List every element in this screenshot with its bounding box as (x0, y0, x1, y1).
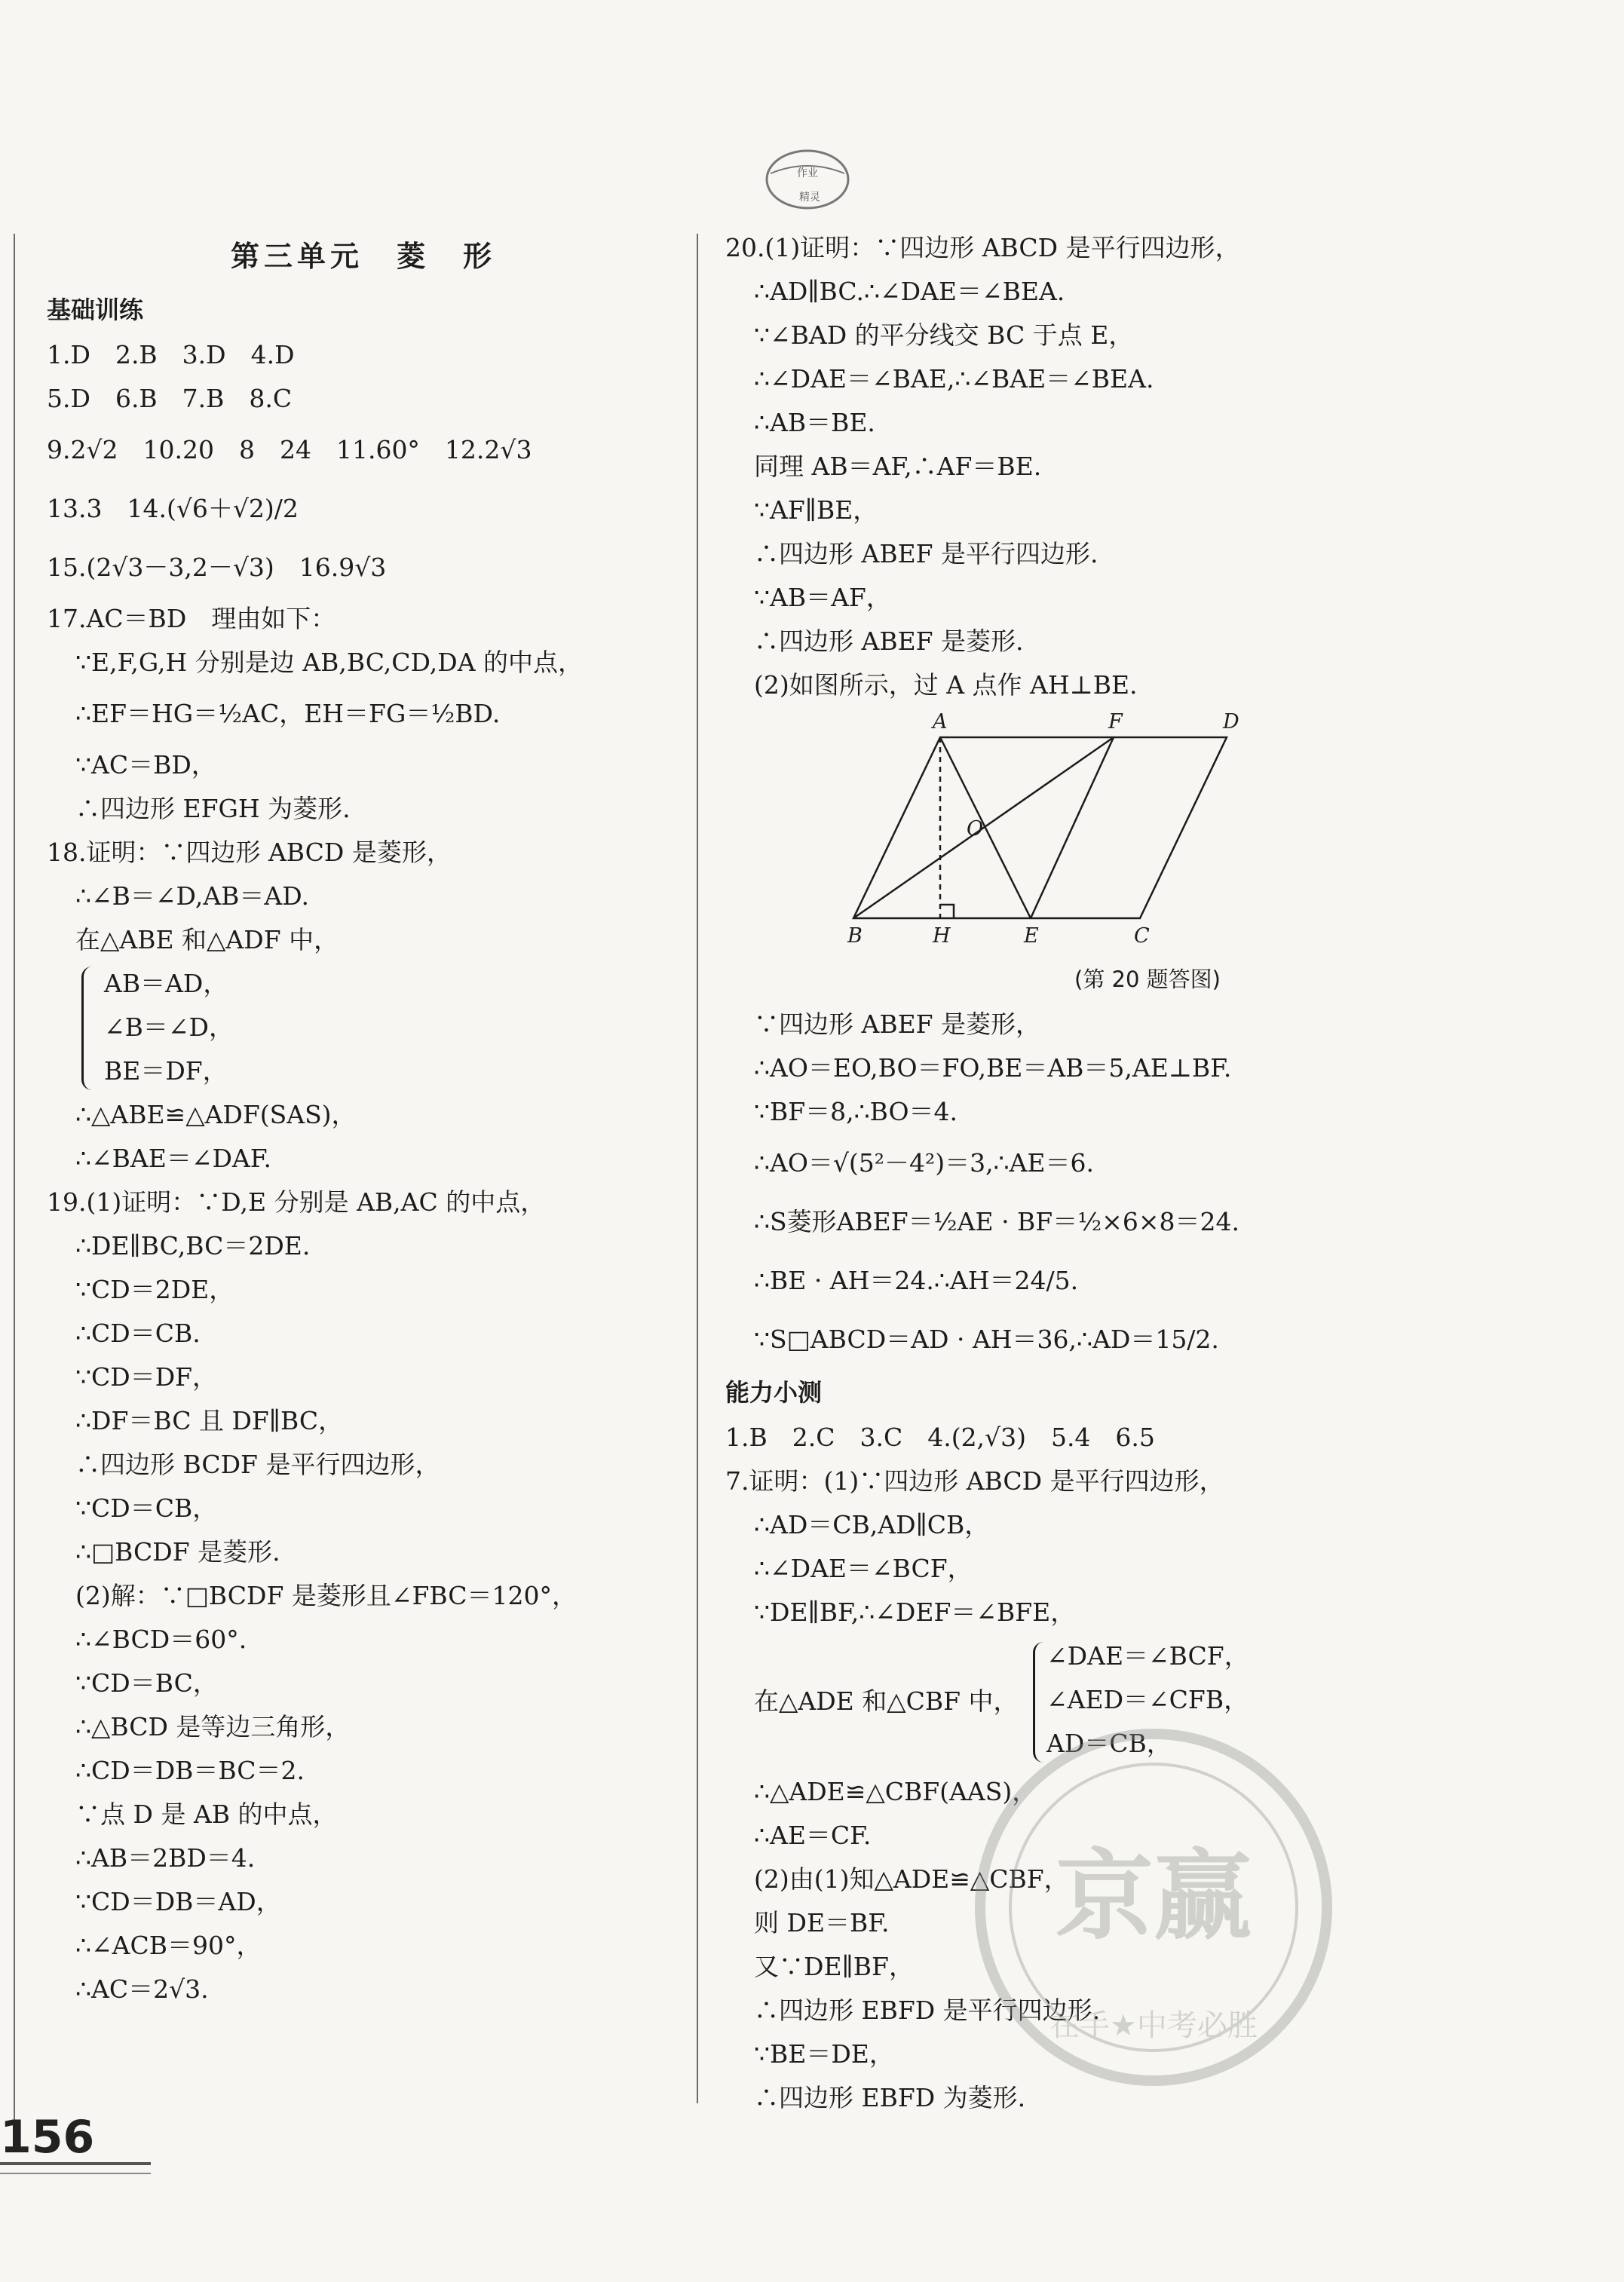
q20-line: ∵AF∥BE， (754, 495, 878, 525)
q7-line: ∴∠DAE＝∠BCF， (754, 1554, 973, 1583)
q20-line: ∵四边形 ABEF 是菱形， (754, 1009, 1041, 1039)
section-basic-training: 基础训练 (47, 296, 144, 324)
q20-line: ∴∠DAE＝∠BAE,∴∠BAE＝∠BEA. (754, 364, 1154, 394)
q20-line: ∴四边形 ABEF 是平行四边形. (754, 539, 1098, 568)
q20-line: ∴S菱形ABEF＝½AE · BF＝½×6×8＝24. (754, 1207, 1239, 1236)
q18-line: ∴∠B＝∠D,AB＝AD. (75, 881, 310, 911)
q19-line: ∴DF＝BC 且 DF∥BC， (75, 1406, 344, 1435)
q7-line: ∴AD＝CB,AD∥CB， (754, 1510, 990, 1539)
brace-row: ∠DAE＝∠BCF， (1046, 1641, 1249, 1671)
q20-line: ∴AO＝√(5²－4²)＝3,∴AE＝6. (754, 1148, 1094, 1178)
segment-fe (1031, 737, 1114, 918)
q19-line: ∴∠BCD＝60°. (75, 1625, 247, 1654)
q19-line: ∴∠ACB＝90°， (75, 1931, 262, 1960)
q7-line: ∵DE∥BF,∴∠DEF＝∠BFE， (754, 1597, 1076, 1627)
brace-row: AB＝AD， (104, 969, 228, 998)
q19-line: ∴CD＝DB＝BC＝2. (75, 1756, 305, 1785)
homework-spirit-stamp (763, 143, 852, 216)
brace-row: BE＝DF， (104, 1056, 228, 1086)
q19-line: ∵CD＝CB， (75, 1493, 218, 1523)
q20-line: ∴AB＝BE. (754, 408, 875, 437)
q19-line: ∴AB＝2BD＝4. (75, 1843, 256, 1873)
q20-line: ∴AO＝EO,BO＝FO,BE＝AB＝5,AE⊥BF. (754, 1053, 1232, 1083)
q7-line: (2)由(1)知△ADE≌△CBF， (754, 1864, 1069, 1894)
q19-line: ∴DE∥BC,BC＝2DE. (75, 1231, 311, 1260)
q7-line: ∵BE＝DE， (754, 2039, 894, 2069)
q7-line: ∴AE＝CF. (754, 1821, 872, 1850)
q20-line: ∴BE · AH＝24.∴AH＝24/5. (754, 1266, 1079, 1295)
label-b: B (847, 924, 863, 948)
q20-line: 同理 AB＝AF,∴AF＝BE. (754, 452, 1042, 481)
page-number: 156 (0, 2111, 95, 2164)
q19-line: ∴△BCD 是等边三角形， (75, 1712, 351, 1741)
q7-line: ∴四边形 EBFD 为菱形. (754, 2083, 1026, 2112)
q19-line: ∵CD＝DF， (75, 1362, 218, 1392)
q7-line: ∴△ADE≌△CBF(AAS)， (754, 1777, 1037, 1806)
publisher-watermark-seal (973, 1726, 1334, 2088)
answer-line: 13.3 14.(√6＋√2)/2 (47, 494, 299, 523)
q19-line: ∴□BCDF 是菱形. (75, 1537, 280, 1567)
answer-line: 15.(2√3－3,2－√3) 16.9√3 (47, 553, 387, 582)
q19-line: ∴CD＝CB. (75, 1319, 201, 1348)
q19-line: ∴AC＝2√3. (75, 1974, 209, 2004)
q20-line: ∵AB＝AF， (754, 583, 891, 612)
label-o: O (967, 817, 984, 841)
q17-line: ∴四边形 EFGH 为菱形. (75, 794, 351, 823)
q19-line: ∴四边形 BCDF 是平行四边形， (75, 1450, 440, 1479)
figure-caption: (第 20 题答图) (1074, 966, 1221, 992)
q20-line: ∴AD∥BC.∴∠DAE＝∠BEA. (754, 277, 1065, 306)
watermark-motto: 在手★中考必胜 (1049, 2008, 1258, 2043)
q18-line: ∴△ABE≌△ADF(SAS)， (75, 1100, 357, 1129)
label-h: H (933, 924, 951, 948)
brace-row: ∠AED＝∠CFB， (1046, 1685, 1249, 1714)
column-divider (697, 234, 698, 2103)
q20-line: ∵BF＝8,∴BO＝4. (754, 1097, 958, 1126)
watermark-logo-text: 京赢 (1055, 1839, 1252, 1953)
q7-line: 又∵DE∥BF， (754, 1952, 914, 1981)
q20-line: ∵∠BAD 的平分线交 BC 于点 E， (754, 320, 1134, 350)
q17-line: ∴EF＝HG＝½AC，EH＝FG＝½BD. (75, 699, 501, 728)
segment-ae (940, 737, 1031, 918)
q18-line: 在△ABE 和△ADF 中， (75, 925, 339, 954)
q17-line: ∵E,F,G,H 分别是边 AB,BC,CD,DA 的中点， (75, 648, 584, 677)
brace-row: ∠B＝∠D， (104, 1012, 234, 1042)
q20-line: 20.(1)证明：∵四边形 ABCD 是平行四边形， (725, 233, 1240, 262)
answer-line: 1.B 2.C 3.C 4.(2,√3) 5.4 6.5 (725, 1423, 1155, 1452)
answer-line: 5.D 6.B 7.B 8.C (47, 384, 293, 413)
section-ability-test: 能力小测 (725, 1378, 823, 1407)
q7-line: 则 DE＝BF. (754, 1908, 890, 1937)
q20-line: ∴四边形 ABEF 是菱形. (754, 626, 1024, 656)
q7-line: 7.证明：(1)∵四边形 ABCD 是平行四边形， (725, 1466, 1224, 1496)
q17-line: ∵AC＝BD， (75, 750, 216, 780)
left-margin-rule (14, 234, 15, 2133)
right-angle-mark (940, 905, 954, 918)
q19-line: ∵点 D 是 AB 的中点， (75, 1800, 338, 1829)
parallelogram-diagram (847, 707, 1276, 956)
q19-line: ∵CD＝BC， (75, 1668, 218, 1698)
q19-line: ∵CD＝DB＝AD， (75, 1887, 281, 1916)
label-e: E (1024, 924, 1039, 948)
brace-row: AD＝CB， (1046, 1729, 1172, 1758)
left-brace (81, 966, 96, 1090)
q7-line: ∴四边形 EBFD 是平行四边形. (754, 1996, 1101, 2025)
parallelogram-abcd (853, 737, 1227, 918)
q19-line: (2)解：∵□BCDF 是菱形且∠FBC＝120°， (75, 1581, 578, 1610)
left-column (47, 226, 680, 2011)
label-d: D (1223, 710, 1239, 734)
segment-bf (853, 737, 1114, 918)
q20-line: ∵S□ABCD＝AD · AH＝36,∴AD＝15/2. (754, 1325, 1219, 1354)
answer-line: 1.D 2.B 3.D 4.D (47, 340, 295, 369)
label-a: A (933, 710, 948, 734)
q18-line: ∴∠BAE＝∠DAF. (75, 1144, 272, 1173)
answer-line: 9.2√2 10.20 8 24 11.60° 12.2√3 (47, 435, 532, 464)
q18-line: 18.证明：∵四边形 ABCD 是菱形， (47, 838, 452, 867)
q20-line: (2)如图所示，过 A 点作 AH⊥BE. (754, 670, 1138, 700)
q19-line: 19.(1)证明：∵D,E 分别是 AB,AC 的中点， (47, 1187, 546, 1217)
page-number-ornament (0, 2162, 151, 2174)
q18-brace-system (47, 962, 680, 1093)
q7-lead: 在△ADE 和△CBF 中， (754, 1686, 1019, 1716)
q17-line: 17.AC＝BD 理由如下： (47, 604, 336, 633)
label-f: F (1108, 710, 1123, 734)
q20-figure (725, 707, 1570, 956)
stamp-text-2: 精灵 (799, 191, 820, 204)
label-c: C (1134, 924, 1150, 948)
q19-line: ∵CD＝2DE， (75, 1275, 234, 1304)
stamp-text-1: 作业 (797, 167, 818, 179)
unit-title: 第三单元 菱 形 (230, 240, 496, 273)
